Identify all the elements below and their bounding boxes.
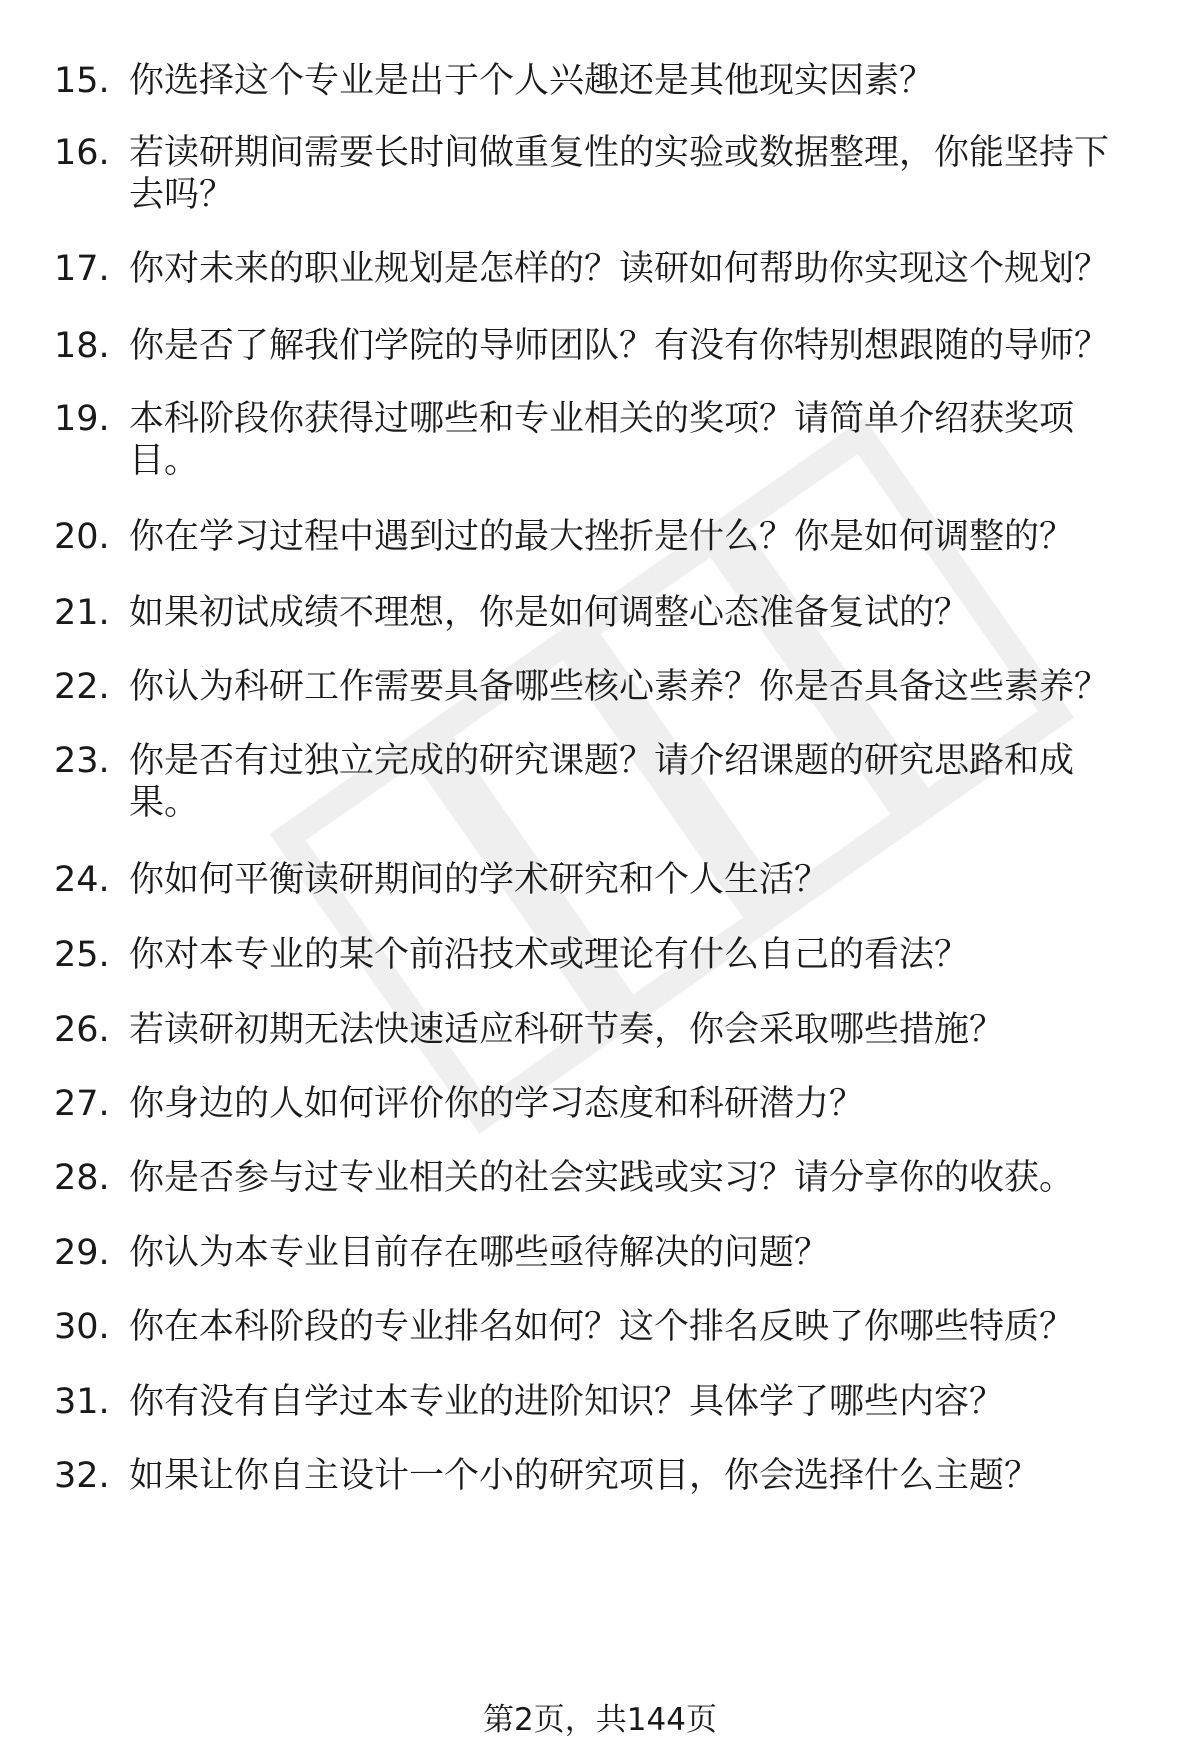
question-text: 你对未来的职业规划是怎样的？读研如何帮助你实现这个规划？	[129, 249, 1110, 289]
question-text: 你认为本专业目前存在哪些亟待解决的问题？	[129, 1233, 830, 1273]
question-number: 29.	[54, 1233, 110, 1273]
question-number: 27.	[54, 1084, 110, 1124]
question-text: 你在本科阶段的专业排名如何？这个排名反映了你哪些特质？	[129, 1307, 1075, 1347]
question-text: 你是否有过独立完成的研究课题？请介绍课题的研究思路和成果。	[129, 741, 1075, 823]
question-number: 24.	[54, 860, 110, 900]
question-text: 如果让你自主设计一个小的研究项目，你会选择什么主题？	[129, 1456, 1040, 1496]
question-number: 20.	[54, 517, 110, 557]
question-number: 32.	[54, 1456, 110, 1496]
question-text: 你对本专业的某个前沿技术或理论有什么自己的看法？	[129, 935, 970, 975]
question-number: 28.	[54, 1158, 110, 1198]
question-number: 30.	[54, 1307, 110, 1347]
question-number: 23.	[54, 741, 110, 781]
question-text: 你身边的人如何评价你的学习态度和科研潜力？	[129, 1084, 865, 1124]
question-number: 25.	[54, 935, 110, 975]
question-text: 你选择这个专业是出于个人兴趣还是其他现实因素？	[129, 61, 935, 101]
question-number: 19.	[54, 399, 110, 439]
question-text: 你是否了解我们学院的导师团队？有没有你特别想跟随的导师？	[129, 326, 1110, 366]
question-text: 本科阶段你获得过哪些和专业相关的奖项？请简单介绍获奖项目。	[129, 399, 1075, 481]
question-text: 你如何平衡读研期间的学术研究和个人生活？	[129, 860, 830, 900]
question-number: 21.	[54, 593, 110, 633]
question-text: 若读研初期无法快速适应科研节奏，你会采取哪些措施？	[129, 1010, 1005, 1050]
question-text: 你是否参与过专业相关的社会实践或实习？请分享你的收获。	[129, 1158, 1075, 1198]
question-number: 16.	[54, 133, 110, 173]
page-footer: 第2页，共144页	[483, 1702, 717, 1738]
question-number: 17.	[54, 249, 110, 289]
question-number: 15.	[54, 61, 110, 101]
question-text: 你在学习过程中遇到过的最大挫折是什么？你是如何调整的？	[129, 517, 1075, 557]
question-text: 你认为科研工作需要具备哪些核心素养？你是否具备这些素养？	[129, 667, 1110, 707]
question-number: 31.	[54, 1382, 110, 1422]
question-text: 如果初试成绩不理想，你是如何调整心态准备复试的？	[129, 593, 970, 633]
question-text: 你有没有自学过本专业的进阶知识？具体学了哪些内容？	[129, 1382, 1005, 1422]
question-number: 22.	[54, 667, 110, 707]
question-number: 26.	[54, 1010, 110, 1050]
question-number: 18.	[54, 326, 110, 366]
question-text: 若读研期间需要长时间做重复性的实验或数据整理，你能坚持下去吗？	[129, 133, 1110, 215]
